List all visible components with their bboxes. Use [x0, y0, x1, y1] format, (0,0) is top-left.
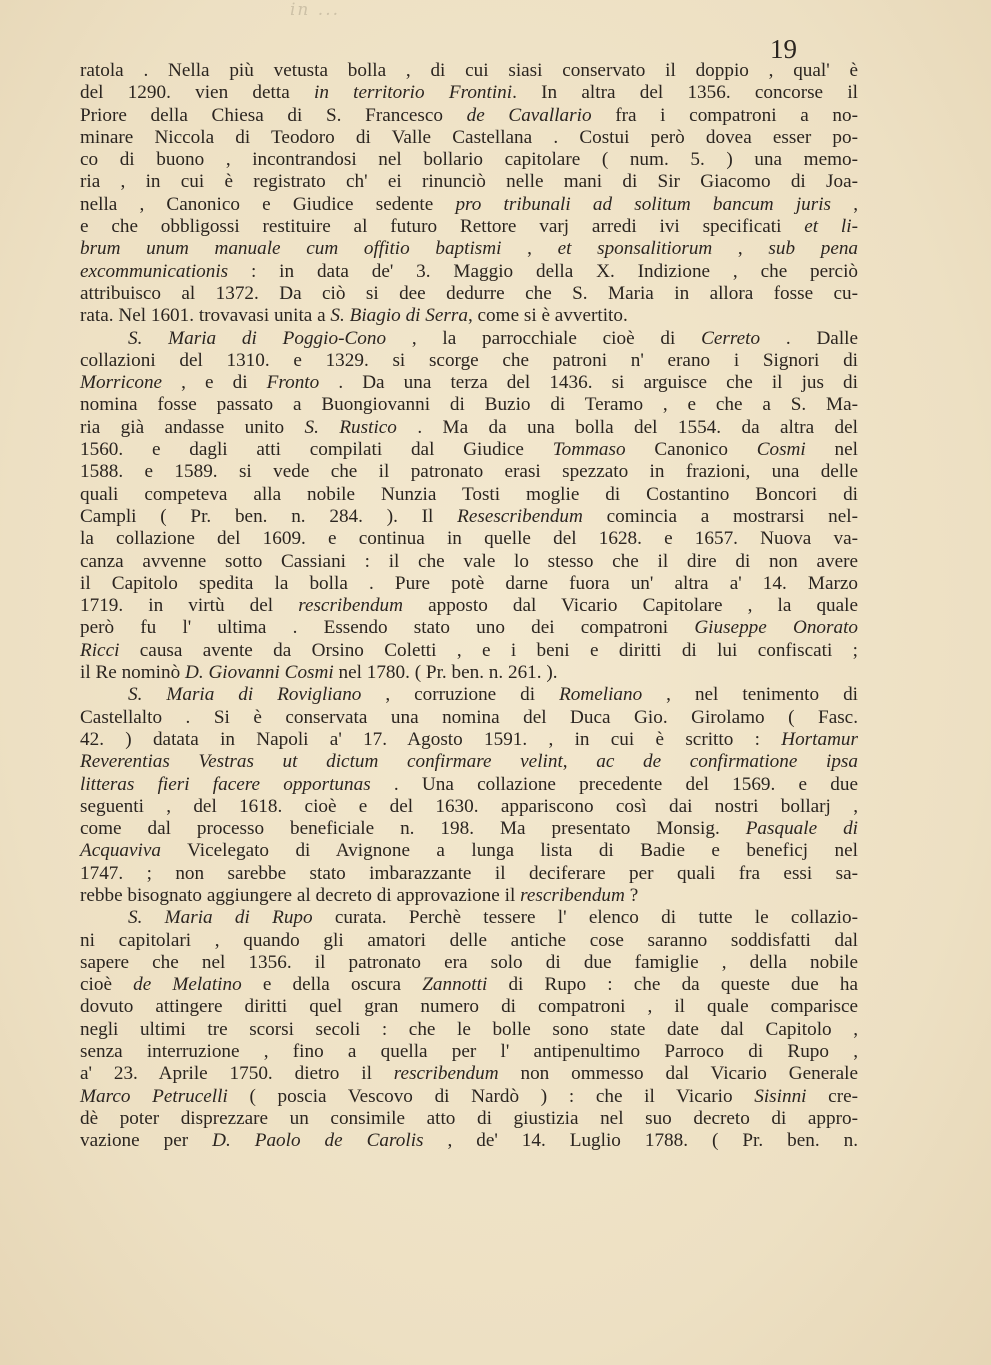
text-run: , [562, 751, 597, 773]
text-line [80, 930, 858, 952]
text-line [80, 818, 858, 840]
text-run: rebbe bisognato aggiungere al decreto di approvazione il [80, 884, 521, 906]
italic-text: S. Rustico [304, 416, 397, 438]
text-line [80, 283, 858, 305]
text-line [80, 1019, 858, 1041]
italic-text: Cosmi [756, 439, 806, 461]
italic-text: D. Paolo de Carolis [212, 1130, 424, 1152]
page-number: 19 [770, 34, 797, 64]
text-run: a' 23. Aprile 1750. dietro il [80, 1063, 394, 1085]
italic-text: et li- [804, 216, 858, 238]
italic-text: D. Giovanni Cosmi [185, 662, 334, 684]
italic-text: S. Maria di Rovigliano [128, 684, 362, 706]
italic-text: Cerreto [701, 327, 761, 349]
text-line [80, 238, 858, 260]
text-run: , la parrocchiale cioè di [386, 327, 702, 349]
italic-text: sub pena [768, 238, 859, 260]
text-run: collazioni del 1310. e 1329. si scorge che patroni n' erano i Signori di [80, 349, 858, 371]
text-line [80, 417, 858, 439]
body-text [80, 60, 858, 1153]
italic-text: Fronto [266, 372, 320, 394]
text-run: , e di [162, 372, 267, 394]
italic-text: rescribendum [298, 595, 403, 617]
text-run: e che obbligossi restituire al futuro Rettore varj arredi ivi specificati [80, 216, 805, 238]
text-run: dovuto attingere diritti quel gran numero di compatroni , il quale comparisce [80, 996, 858, 1018]
text-run: , [501, 238, 558, 260]
italic-text: Giuseppe Onorato [694, 617, 858, 639]
text-line [80, 149, 858, 171]
text-line [80, 573, 858, 595]
text-run: , [712, 238, 769, 260]
italic-text: Sisinni [754, 1085, 807, 1107]
text-run: ria , in cui è registrato ch' ei rinunciò nelle mani di Sir Giacomo di Joa- [80, 171, 858, 193]
text-run: , [831, 193, 858, 215]
text-run: : in data de' 3. Maggio della X. Indizione , che perciò [228, 260, 858, 282]
text-run: , de' 14. Luglio 1788. ( Pr. ben. n. [423, 1130, 859, 1152]
text-run: co di buono , incontrandosi nel bollario capitolare ( num. 5. ) una memo- [80, 149, 858, 171]
text-line [80, 350, 858, 372]
text-run: e della oscura [241, 974, 423, 996]
text-run: . Una collazione precedente del 1569. e due [370, 773, 858, 795]
text-run: attribuisco al 1372. Da ciò si dee dedurre che S. Maria in allora fosse cu- [80, 282, 858, 304]
text-line [80, 171, 858, 193]
text-run: cre- [806, 1085, 858, 1107]
text-run: vazione per [80, 1130, 213, 1152]
text-line [80, 863, 858, 885]
text-run: canza avvenne sotto Cassiani : il che vale lo stesso che il dire di non avere [80, 550, 858, 572]
text-run: quali competeva alla nobile Nunzia Tosti moglie di Costantino Boncori di [80, 483, 858, 505]
text-line [80, 885, 858, 907]
faded-handwritten-note: in ... [290, 0, 341, 18]
text-run: dè poter disprezzare un consimile atto di giustizia nel suo decreto di appro- [80, 1107, 858, 1129]
text-run: rata. Nel 1601. trovavasi unita a [80, 305, 331, 327]
italic-text: S. Biagio di Serra [330, 305, 468, 327]
text-line [80, 840, 858, 862]
text-run: Canonico [625, 439, 757, 461]
text-run: curata. Perchè tessere l' elenco di tutte le collazio- [312, 907, 858, 929]
text-line [80, 1063, 858, 1085]
italic-text: rescribendum [520, 884, 625, 906]
text-run: . In altra del 1356. concorse il [512, 82, 858, 104]
text-line [80, 707, 858, 729]
italic-text: Morricone [80, 372, 163, 394]
italic-text: Pasquale di [745, 818, 858, 840]
text-line [80, 1130, 858, 1152]
text-run: però fu l' ultima . Essendo stato uno dei compatroni [80, 617, 695, 639]
text-run: nella , Canonico e Giudice sedente [80, 193, 456, 215]
text-run: sapere che nel 1356. il patronato era solo di due famiglie , della nobile [80, 951, 858, 973]
italic-text: Resescribendum [457, 505, 583, 527]
italic-text: Marco Petrucelli [80, 1085, 228, 1107]
italic-text: excommunicationis [80, 260, 229, 282]
text-run: ( poscia Vescovo di Nardò ) : che il Vicario [227, 1085, 755, 1107]
text-line [80, 372, 858, 394]
text-line [80, 684, 858, 706]
text-run: il Capitolo spedita la bolla . Pure potè darne fuora un' altra a' 14. Marzo [80, 572, 858, 594]
text-run: senza interruzione , fino a quella per l' antipenultimo Parroco di Rupo , [80, 1041, 858, 1063]
text-line [80, 640, 858, 662]
text-line [80, 1041, 858, 1063]
italic-text: Hortamur [781, 728, 858, 750]
text-run: non ommesso dal Vicario Generale [498, 1063, 858, 1085]
text-line [80, 328, 858, 350]
italic-text: litteras fieri facere opportunas [80, 773, 371, 795]
text-line [80, 484, 858, 506]
text-line [80, 528, 858, 550]
italic-text: S. Maria di Rupo [128, 907, 313, 929]
text-run: ratola . Nella più vetusta bolla , di cui siasi conservato il doppio , qual' è [80, 60, 858, 81]
text-line [80, 751, 858, 773]
italic-text: Acquaviva [80, 840, 161, 862]
text-run: . Da una terza del 1436. si arguisce che il jus di [319, 372, 858, 394]
text-run: . Dalle [760, 327, 858, 349]
text-line [80, 974, 858, 996]
text-line [80, 1108, 858, 1130]
text-line [80, 774, 858, 796]
text-line [80, 461, 858, 483]
text-run: del 1290. vien detta [80, 82, 314, 104]
italic-text: Romeliano [559, 684, 643, 706]
text-run: causa avente da Orsino Coletti , e i beni e diritti di lui confiscati ; [119, 639, 858, 661]
text-run: nomina fosse passato a Buongiovanni di Buzio di Teramo , e che a S. Ma- [80, 394, 858, 416]
text-run: apposto dal Vicario Capitolare , la quale [403, 595, 858, 617]
text-line [80, 105, 858, 127]
text-run: 42. ) datata in Napoli a' 17. Agosto 1591. , in cui è scritto : [80, 728, 782, 750]
text-line [80, 127, 858, 149]
text-run: negli ultimi tre scorsi secoli : che le bolle sono state date dal Capitolo , [80, 1018, 858, 1040]
text-line [80, 194, 858, 216]
italic-text: rescribendum [393, 1063, 499, 1085]
text-run: fra i compatroni a no- [591, 104, 859, 126]
text-run: come dal processo beneficiale n. 198. Ma presentato Monsig. [80, 818, 746, 840]
italic-text: in territorio Frontini [313, 82, 513, 104]
text-line [80, 595, 858, 617]
text-line [80, 907, 858, 929]
text-line [80, 439, 858, 461]
text-line [80, 261, 858, 283]
text-line [80, 796, 858, 818]
text-run: il Re nominò [80, 662, 185, 684]
text-line [80, 1086, 858, 1108]
text-line [80, 617, 858, 639]
text-run: 1747. ; non sarebbe stato imbarazzante il deciferare per quali fra essi sa- [80, 862, 858, 884]
italic-text: de Cavallario [466, 104, 592, 126]
italic-text: brum unum manuale cum offitio baptismi [80, 238, 502, 260]
text-run: seguenti , del 1618. cioè e del 1630. appariscono così dai nostri bollarj , [80, 795, 858, 817]
text-line [80, 82, 858, 104]
text-run: ria già andasse unito [80, 416, 305, 438]
text-run: nel [805, 439, 858, 461]
italic-text: S. Maria di Poggio-Cono [128, 327, 387, 349]
text-run: nel 1780. ( Pr. ben. n. 261. ). [333, 662, 558, 684]
text-line [80, 60, 858, 82]
text-line [80, 996, 858, 1018]
text-run: di Rupo : che da queste due ha [487, 974, 858, 996]
text-line [80, 506, 858, 528]
text-run: minare Niccola di Teodoro di Valle Castellana . Costui però dovea esser po- [80, 126, 858, 148]
italic-text: Zannotti [422, 974, 488, 996]
text-run: ? [624, 884, 639, 906]
text-run: Priore della Chiesa di S. Francesco [80, 104, 467, 126]
text-line [80, 305, 858, 327]
italic-text: et sponsalitiorum [557, 238, 713, 260]
text-line [80, 662, 858, 684]
text-run: . Ma da una bolla del 1554. da altra del [396, 416, 858, 438]
text-line [80, 394, 858, 416]
text-run: Campli ( Pr. ben. n. 284. ). Il [80, 505, 458, 527]
text-line [80, 729, 858, 751]
text-run: , come si è avvertito. [467, 305, 628, 327]
italic-text: de Melatino [133, 974, 242, 996]
text-line [80, 551, 858, 573]
text-line [80, 952, 858, 974]
text-run: 1560. e dagli atti compilati dal Giudice [80, 439, 553, 461]
text-run: 1588. e 1589. si vede che il patronato erasi spezzato in frazioni, una delle [80, 461, 858, 483]
text-run: comincia a mostrarsi nel- [582, 505, 858, 527]
italic-text: Tommaso [552, 439, 626, 461]
italic-text: Reverentias Vestras ut dictum confirmare velint [80, 751, 563, 773]
italic-text: Ricci [80, 639, 120, 661]
text-run: 1719. in virtù del [80, 595, 299, 617]
text-run: , corruzione di [361, 684, 560, 706]
text-line [80, 216, 858, 238]
text-run: Vicelegato di Avignone a lunga lista di Badie e beneficj nel [160, 840, 858, 862]
text-run: cioè [80, 974, 134, 996]
text-run: , nel tenimento di [642, 684, 858, 706]
italic-text: ac de confirmatione ipsa [596, 751, 858, 773]
italic-text: pro tribunali ad solitum bancum juris [455, 193, 832, 215]
text-run: Castellalto . Si è conservata una nomina del Duca Gio. Girolamo ( Fasc. [80, 706, 858, 728]
text-run: la collazione del 1609. e continua in quelle del 1628. e 1657. Nuova va- [80, 528, 858, 550]
text-run: ni capitolari , quando gli amatori delle antiche cose saranno soddisfatti dal [80, 929, 858, 951]
